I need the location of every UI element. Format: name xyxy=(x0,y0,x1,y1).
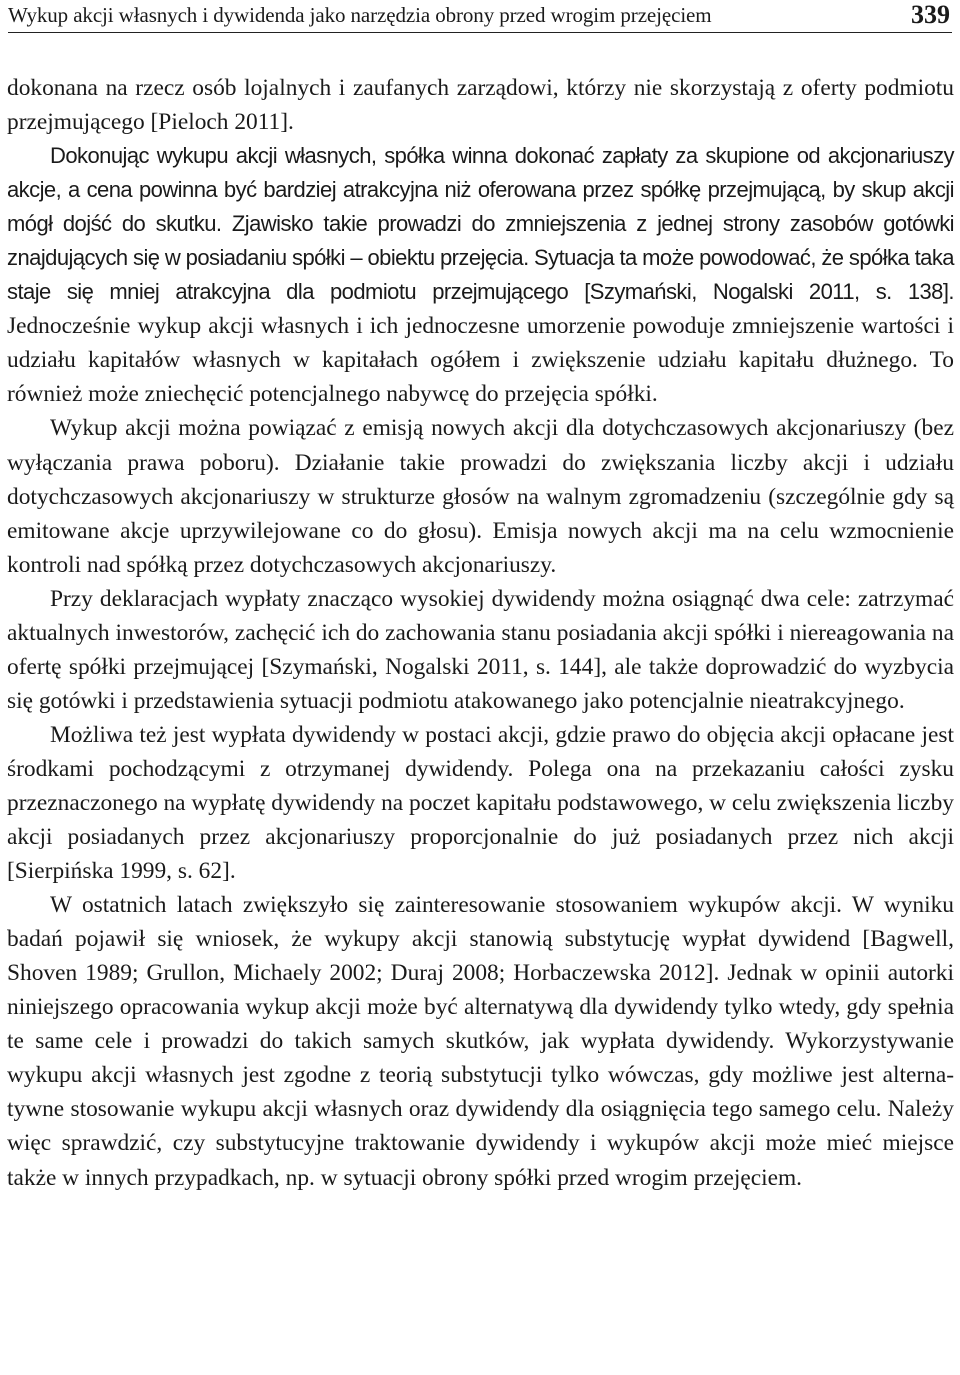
paragraph-1 xyxy=(7,71,954,139)
running-header xyxy=(8,2,952,33)
paragraph-4 xyxy=(7,582,954,718)
page-number: 339 xyxy=(911,0,950,29)
paragraph-5 xyxy=(7,718,954,888)
running-title: Wykup akcji własnych i dywidenda jako narzędzia obrony przed wrogim przejęciem xyxy=(8,3,712,27)
paragraph-3 xyxy=(7,411,954,581)
paragraph-2-text-sans: Dokonując wykupu akcji własnych, spółka winna dokonać zapłaty za skupione od akcjonariuszy akcje, a cena powinna być bardziej atrakcyjna niż oferowana przez spółkę przejmującą, by skup akcji mógł dojść do skutku. Zjawisko takie prowadzi do zmniejszenia z jednej strony zasobów gotówki znajdujących się w posiadaniu spółki – obiektu przejęcia. Sytuacja ta może powodować, że spółka taka staje się mniej atrakcyjna dla podmiotu przejmującego [Szymański, Nogalski 2011, s. 138]. xyxy=(7,143,954,305)
paragraph-4-text: Przy deklaracjach wypłaty znacząco wysokiej dywidendy można osiągnąć dwa cele: zatrzymać aktualnych inwestorów, zachęcić ich do zachowania stanu posiadania akcji spółki i niereagowania na ofertę spółki przejmującej [Szymański, Nogalski 2011, s. 144], ale także doprowadzić do wyzbycia się gotówki i przedstawienia sytuacji podmiotu atakowanego jako potencjalnie nieatrakcyjnego. xyxy=(7,585,954,714)
paragraph-6-text: W ostatnich latach zwiększyło się zainteresowanie stosowaniem wykupów akcji. W wyniku badań pojawił się wniosek, że wykupy akcji stanowią substytucję wypłat dywidend [Bagwell, Shoven 1989; Grullon, Michaely 2002; Duraj 2008; Horbaczewska 2012]. Jednak w opinii autorki niniejszego opracowania wykup akcji może być alternatywą dla dywidendy tylko wtedy, gdy spełnia te same cele i prowadzi do takich samych skutków, jak wypłata dywidendy. Wykorzystywanie wykupu akcji własnych jest zgodne z teorią substytucji tylko wówczas, gdy możliwe jest alternatywne stosowanie wykupu akcji własnych oraz dywidendy dla osiągnięcia tego samego celu. Należy więc sprawdzić, czy substytucyjne traktowanie dywidendy i wykupów akcji może mieć miejsce także w innych przypadkach, np. w sytuacji obrony spółki przed wrogim przejęciem. xyxy=(7,892,954,1191)
paragraph-6 xyxy=(7,888,954,1194)
paragraph-2-text: Jednocześnie wykup akcji własnych i ich jednoczesne umorzenie powoduje zmniejszenie wartości i udziału kapitałów własnych w kapitałach ogółem i zwiększenie udziału kapitału dłużnego. To również może zniechęcić potencjalnego nabywcę do przejęcia spółki. xyxy=(7,313,954,408)
paragraph-5-text: Możliwa też jest wypłata dywidendy w postaci akcji, gdzie prawo do objęcia akcji opłacane jest środkami pochodzącymi z otrzymanej dywidendy. Polega ona na przekazaniu całości zysku przeznaczonego na wypłatę dywidendy na poczet kapitału podstawowego, w celu zwiększenia liczby akcji posiadanych przez akcjonariuszy proporcjonalnie do już posiadanych przez nich akcji [Sierpińska 1999, s. 62]. xyxy=(7,721,954,885)
paragraph-3-text: Wykup akcji można powiązać z emisją nowych akcji dla dotychczasowych akcjonariuszy (bez wyłączania prawa poboru). Działanie takie prowadzi do zwiększania liczby akcji i udziału dotychczasowych akcjonariuszy w strukturze głosów na walnym zgromadzeniu (szczególnie gdy są emitowane akcje uprzywilejowane co do głosu). Emisja nowych akcji ma na celu wzmocnienie kontroli nad spółką przez dotychczasowych akcjonariuszy. xyxy=(7,415,954,578)
paragraph-1-text: dokonana na rzecz osób lojalnych i zaufanych zarządowi, którzy nie skorzystają z oferty podmiotu przejmującego [Pieloch 2011]. xyxy=(7,75,954,136)
body-text xyxy=(7,71,954,1195)
paragraph-2 xyxy=(7,139,954,411)
